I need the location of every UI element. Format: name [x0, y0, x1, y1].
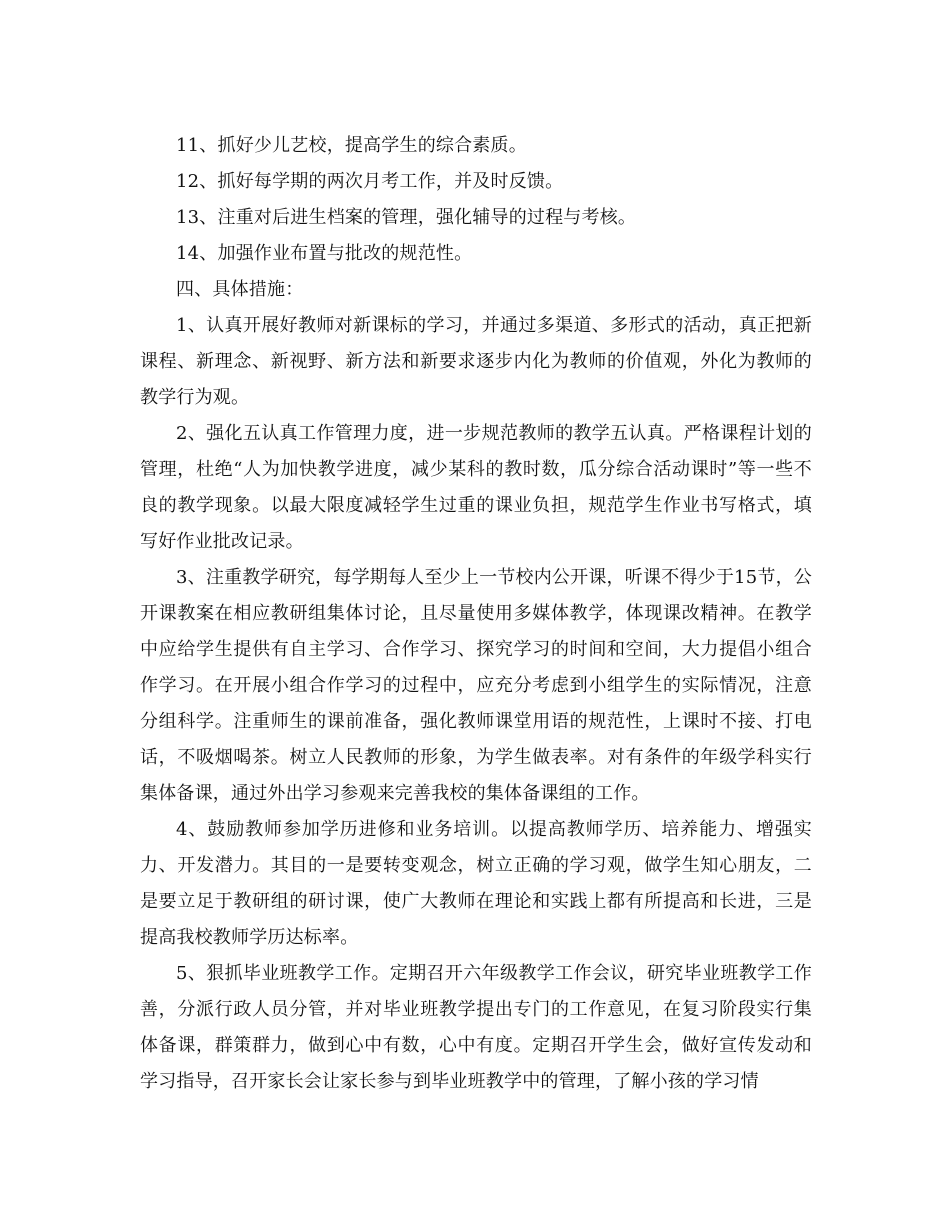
measure-paragraph-5: 5、狠抓毕业班教学工作。定期召开六年级教学工作会议，研究毕业班教学工作善，分派行政人员分管，并对毕业班教学提出专门的工作意见，在复习阶段实行集体备课，群策群力，做到心中有数，心中有度。定期召开学生会，做好宣传发动和学习指导，召开家长会让家长参与到毕业班教学中的管理，了解小孩的学习情	[140, 963, 812, 1092]
paragraph-item-11: 11、抓好少儿艺校，提高学生的综合素质。	[176, 135, 527, 156]
measure-paragraph-2: 2、强化五认真工作管理力度，进一步规范教师的教学五认真。严格课程计划的管理，杜绝“人为加快教学进度，减少某科的教时数，瓜分综合活动课时”等一些不良的教学现象。以最大限度减轻学生过重的课业负担，规范学生作业书写格式，填写好作业批改记录。	[140, 423, 812, 552]
measure-paragraph-4: 4、鼓励教师参加学历进修和业务培训。以提高教师学历、培养能力、增强实力、开发潜力。其目的一是要转变观念，树立正确的学习观，做学生知心朋友，二是要立足于教研组的研讨课，使广大教师在理论和实践上都有所提高和长进，三是提高我校教师学历达标率。	[140, 819, 812, 948]
paragraph-item-14: 14、加强作业布置与批改的规范性。	[176, 243, 473, 264]
paragraph-item-13: 13、注重对后进生档案的管理，强化辅导的过程与考核。	[176, 207, 637, 228]
measure-paragraph-1: 1、认真开展好教师对新课标的学习，并通过多渠道、多形式的活动，真正把新课程、新理念、新视野、新方法和新要求逐步内化为教师的价值观，外化为教师的教学行为观。	[140, 315, 812, 408]
section-heading-measures: 四、具体措施：	[176, 279, 304, 300]
measure-paragraph-3: 3、注重教学研究，每学期每人至少上一节校内公开课，听课不得少于15节，公开课教案在相应教研组集体讨论，且尽量使用多媒体教学，体现课改精神。在教学中应给学生提供有自主学习、合作学习、探究学习的时间和空间，大力提倡小组合作学习。在开展小组合作学习的过程中，应充分考虑到小组学生的实际情况，注意分组科学。注重师生的课前准备，强化教师课堂用语的规范性，上课时不接、打电话，不吸烟喝茶。树立人民教师的形象，为学生做表率。对有条件的年级学科实行集体备课，通过外出学习参观来完善我校的集体备课组的工作。	[140, 567, 812, 804]
paragraph-item-12: 12、抓好每学期的两次月考工作，并及时反馈。	[176, 171, 564, 192]
document-body	[140, 128, 812, 1100]
